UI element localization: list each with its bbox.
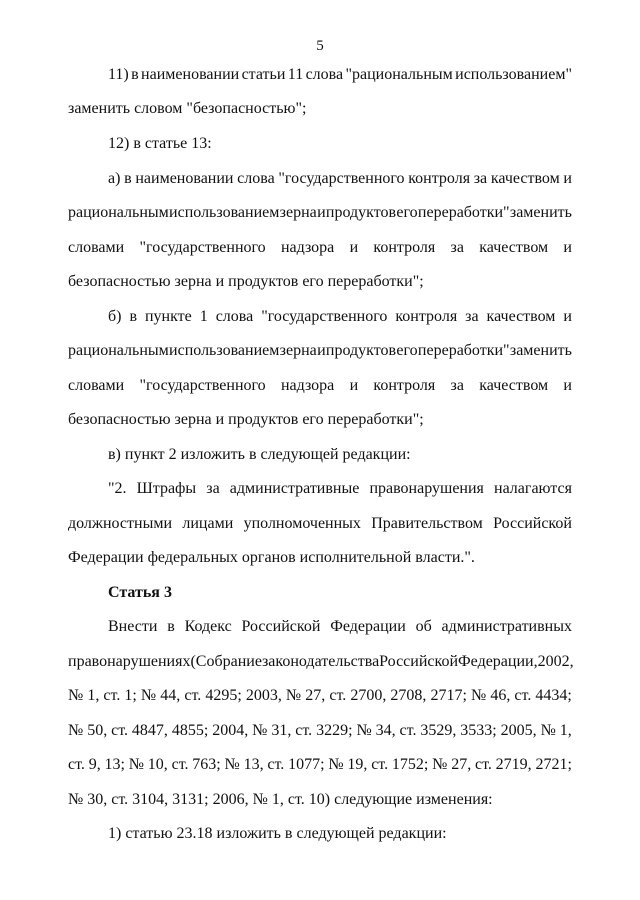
text-line: 11) в наименовании статьи 11 слова "рациональным использованием" [108, 66, 572, 83]
text-line: заменить словом "безопасностью"; [68, 100, 307, 117]
text-line: словами "государственного надзора и контроля за качеством и [68, 239, 572, 256]
text-line: № 1, ст. 1; № 44, ст. 4295; 2003, № 27, ст. 2700, 2708, 2717; № 46, ст. 4434; [68, 687, 572, 704]
text-line: ст. 9, 13; № 10, ст. 763; № 13, ст. 1077; № 19, ст. 1752; № 27, ст. 2719, 2721; [68, 756, 572, 773]
text-line: Федерации федеральных органов исполнительной власти.". [68, 549, 475, 566]
text-line: б) в пункте 1 слова "государственного контроля за качеством и [108, 308, 572, 325]
text-line: 12) в статье 13: [108, 135, 212, 152]
text-line: № 50, ст. 4847, 4855; 2004, № 31, ст. 3229; № 34, ст. 3529, 3533; 2005, № 1, [68, 722, 572, 739]
text-line: в) пункт 2 изложить в следующей редакции: [108, 446, 411, 463]
text-line: рациональным использованием зерна и продуктов его переработки" заменить [68, 342, 572, 359]
text-line: должностными лицами уполномоченных Правительством Российской [68, 515, 572, 532]
text-line: 1) статью 23.18 изложить в следующей редакции: [108, 825, 447, 842]
text-line: рациональным использованием зерна и продуктов его переработки" заменить [68, 204, 572, 221]
text-line: безопасностью зерна и продуктов его переработки"; [68, 411, 424, 428]
article-heading: Статья 3 [108, 584, 172, 601]
text-line: правонарушениях (Собрание законодательства Российской Федерации, 2002, [68, 653, 574, 670]
text-line: безопасностью зерна и продуктов его переработки"; [68, 273, 424, 290]
text-line: "2. Штрафы за административные правонарушения налагаются [108, 480, 572, 497]
text-line: № 30, ст. 3104, 3131; 2006, № 1, ст. 10) следующие изменения: [68, 791, 493, 808]
text-line: а) в наименовании слова "государственного контроля за качеством и [108, 170, 572, 187]
page-number: 5 [316, 38, 324, 54]
text-line: Внести в Кодекс Российской Федерации об административных [108, 618, 572, 635]
text-line: словами "государственного надзора и контроля за качеством и [68, 377, 572, 394]
